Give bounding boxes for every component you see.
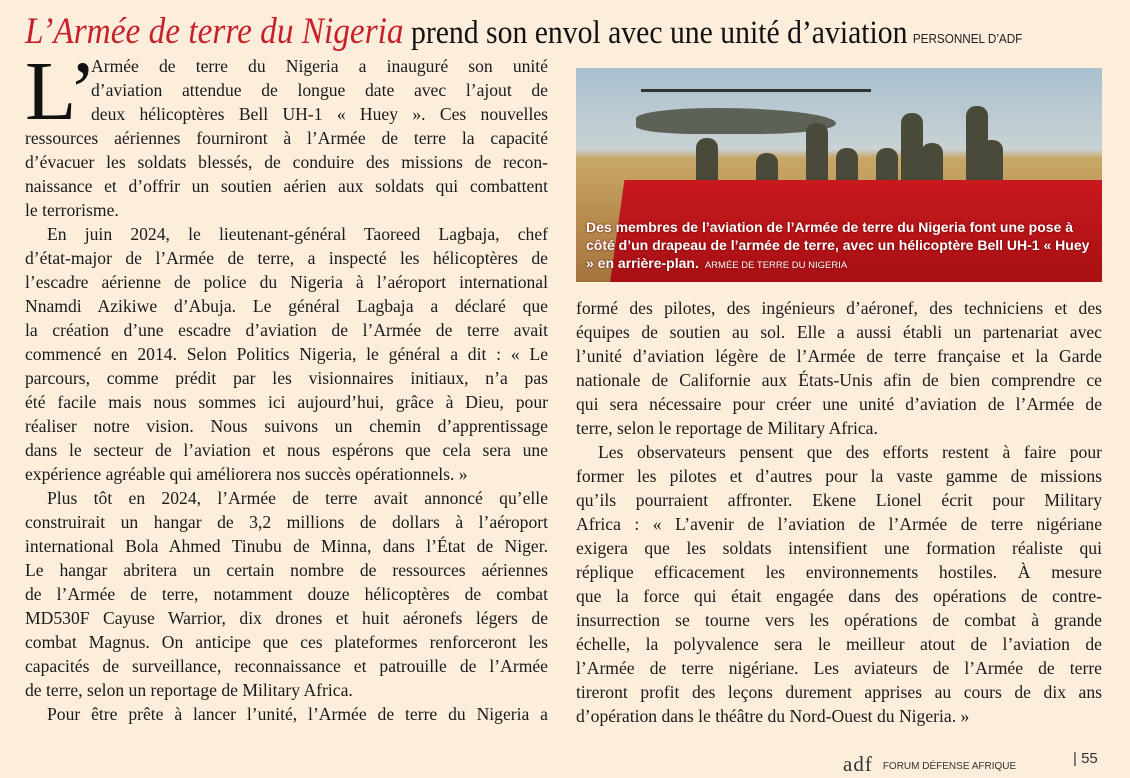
text-line: international Bola Ahmed Tinubu de Minna, dans l’État de Niger. <box>25 536 548 556</box>
title-rest: prend son envol avec une unité d’aviation <box>403 15 908 51</box>
caption-text: Des membres de l’aviation de l’Armée de terre du Nigeria font une pose à côté d’un drapeau de l’armée de terre, avec un hélicoptère Bell UH-1 « Huey » en arrière-plan. <box>586 219 1090 271</box>
column-left <box>25 54 548 726</box>
text-line: ressources aériennes fourniront à l’Armée de terre la capacité <box>25 128 548 148</box>
helicopter-rotor <box>641 89 871 92</box>
text-line: exigera que les soldats intensifient une formation réaliste qui <box>576 538 1102 558</box>
title-highlight: L’Armée de terre du Nigeria <box>25 11 404 52</box>
column-right <box>576 296 1102 728</box>
text-line: tireront profit des leçons durement apprises au cours de dix ans <box>576 682 1102 702</box>
soldier <box>901 113 923 188</box>
text-line: formé des pilotes, des ingénieurs d’aéronef, des techniciens et des <box>576 298 1102 318</box>
text-line: commencé en 2014. Selon Politics Nigeria, le général a dit : « Le <box>25 344 548 364</box>
text-line: d’aviation attendue de longue date avec l’ajout de <box>91 80 548 100</box>
adf-logo: adf <box>843 752 873 776</box>
page-footer <box>843 750 1098 777</box>
text-line: Nnamdi Azikiwe d’Abuja. Le général Lagbaja a déclaré que <box>25 296 548 316</box>
text-line: former les pilotes et d’autres pour la vaste gamme de missions <box>576 466 1102 486</box>
text-line: Les observateurs pensent que des efforts restent à faire pour <box>598 442 1102 462</box>
text-line: échelle, la polyvalence sera le meilleur atout de l’aviation de <box>576 634 1102 654</box>
photo-caption <box>586 218 1096 275</box>
text-line: parcours, comme prédit par les visionnaires initiaux, n’a pas <box>25 368 548 388</box>
text-line: l’unité d’aviation légère de l’Armée de terre française et la Garde <box>576 346 1102 366</box>
text-line: combat Magnus. On anticipe que ces plateformes renforceront les <box>25 632 548 652</box>
text-line: En juin 2024, le lieutenant-général Taoreed Lagbaja, chef <box>47 224 548 244</box>
text-line: Plus tôt en 2024, l’Armée de terre avait annoncé qu’elle <box>47 488 548 508</box>
text-line: construirait un hangar de 3,2 millions de dollars à l’aéroport <box>25 512 548 532</box>
text-line: réaliser notre vision. Nous suivons un chemin d’apprentissage <box>25 416 548 436</box>
byline: PERSONNEL D’ADF <box>912 31 1023 46</box>
article-photo <box>576 68 1102 282</box>
text-line: réplique efficacement les environnements hostiles. À mesure <box>576 562 1102 582</box>
text-line: Africa : « L’avenir de l’aviation de l’Armée de terre nigériane <box>576 514 1102 534</box>
text-line: d’opération dans le théâtre du Nord-Ouest du Nigeria. » <box>576 706 970 726</box>
text-line: expérience agréable qui améliorera nos succès opérationnels. » <box>25 464 468 484</box>
text-line: équipes de soutien au sol. Elle a aussi établi un partenariat avec <box>576 322 1102 342</box>
text-line: capacités de surveillance, reconnaissance et patrouille de l’Armée <box>25 656 548 676</box>
text-line: dans le secteur de l’aviation et nous espérons que cela sera une <box>25 440 548 460</box>
text-line: de terre, selon un reportage de Military Africa. <box>25 680 353 700</box>
text-line: insurrection se tourne vers les opérations de combat à grande <box>576 610 1102 630</box>
drop-cap: L’ <box>25 45 97 138</box>
text-line: l’escadre aérienne de police du Nigeria à l’aéroport international <box>25 272 548 292</box>
text-line: que la force qui était engagée dans des opérations de contre- <box>576 586 1102 606</box>
text-line: Armée de terre du Nigeria a inauguré son unité <box>91 56 548 76</box>
text-line: d’état-major de l’Armée de terre, a inspecté les hélicoptères de <box>25 248 548 268</box>
text-line: qui sera nécessaire pour créer une unité d’aviation de l’Armée de <box>576 394 1102 414</box>
text-line: terre, selon le reportage de Military Africa. <box>576 418 878 438</box>
text-line: Pour être prête à lancer l’unité, l’Armée de terre du Nigeria a <box>47 704 548 724</box>
text-line: naissance et d’offrir un soutien aérien aux soldats qui combattent <box>25 176 548 196</box>
text-line: l’Armée de terre nigériane. Les aviateurs de l’Armée de terre <box>576 658 1102 678</box>
text-line: d’évacuer les soldats blessés, de conduire des missions de recon- <box>25 152 548 172</box>
publication-name: FORUM DÉFENSE AFRIQUE <box>882 761 1017 772</box>
text-line: qu’ils pourraient affronter. Ekene Lionel écrit pour Military <box>576 490 1102 510</box>
text-line: de l’Armée de terre, notamment douze hélicoptères de combat <box>25 584 548 604</box>
text-line: nationale de Californie aux États-Unis afin de bien comprendre ce <box>576 370 1102 390</box>
text-line: la création d’une escadre d’aviation de l’Armée de terre avait <box>25 320 548 340</box>
article-title <box>25 10 1022 53</box>
photo-credit: ARMÉE DE TERRE DU NIGERIA <box>704 260 848 271</box>
page-number: | 55 <box>1073 750 1098 767</box>
text-line: été facile mais nous sommes ici aujourd’hui, grâce à Dieu, pour <box>25 392 548 412</box>
text-line: MD530F Cayuse Warrior, dix drones et huit aéronefs légers de <box>25 608 548 628</box>
text-line: le terrorisme. <box>25 200 119 220</box>
text-line: deux hélicoptères Bell UH-1 « Huey ». Ces nouvelles <box>91 104 548 124</box>
text-line: Le hangar abritera un certain nombre de ressources aériennes <box>25 560 548 580</box>
